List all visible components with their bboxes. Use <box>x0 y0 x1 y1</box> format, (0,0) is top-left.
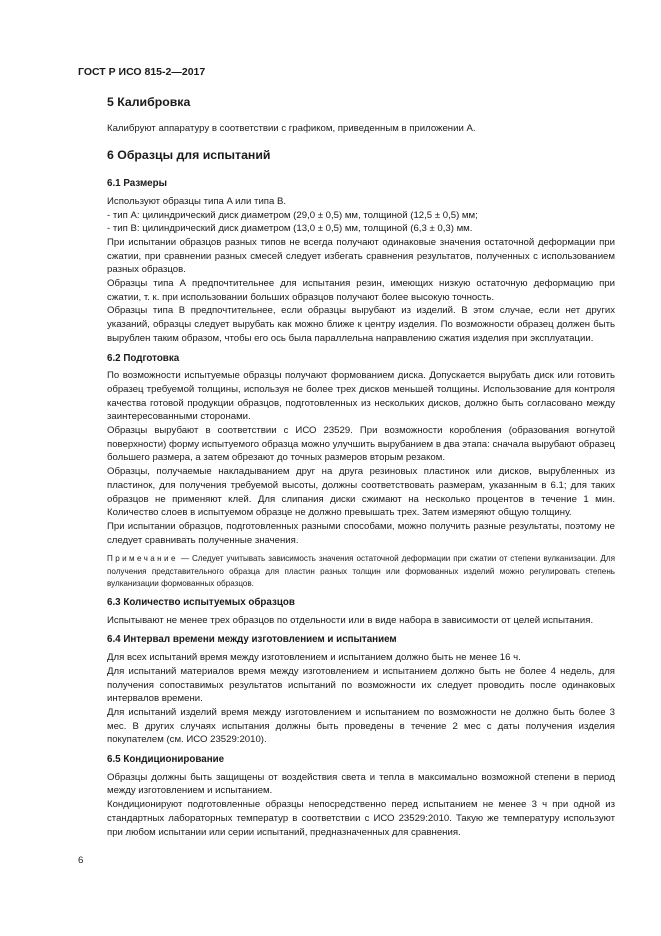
section-6-2-title: 6.2 Подготовка <box>107 352 180 364</box>
note-label: Примечание <box>107 554 178 564</box>
section-6-3-paragraph: Испытывают не менее трех образцов по отдельности или в виде набора в зависимости от целей испытания. <box>107 614 594 626</box>
list-item-type-b: - тип B: цилиндрический диск диаметром (13,0 ± 0,5) мм, толщиной (6,3 ± 0,3) мм. <box>107 223 473 235</box>
list-item-type-a: - тип А: цилиндрический диск диаметром (29,0 ± 0,5) мм, толщиной (12,5 ± 0,5) мм; <box>107 209 478 221</box>
page-content <box>107 94 615 839</box>
section-6-3-title: 6.3 Количество испытуемых образцов <box>107 597 295 608</box>
section-6-2-paragraph: Образцы вырубают в соответствии с ИСО 23529. При возможности коробления (образования вогнутой поверхности) форму испытуемого образца можно улучшить вырубанием в два этапа: сначала вырубают образец большего размера, а затем обрезают до точных размеров вторым резаком. <box>107 425 615 464</box>
section-6-4-paragraph: Для испытаний материалов время между изготовлением и испытанием должно быть не более 4 недель, для получения сопоставимых результатов испытаний по возможности их следует проводить после одинаковых интервалов времени. <box>107 665 615 705</box>
section-6-2-paragraph: Образцы, получаемые накладыванием друг на друга резиновых пластинок или дисков, вырубленных из пластинок, для получения требуемой высоты, должны соответствовать размерам, указанным в 6.1; для таких образцов не применяют клей. Для слипания диски сжимают на несколько процентов в течение 1 мин. Количество слоев в испытуемом образце не должно превышать трех. Затем измеряют общую толщину. <box>107 466 615 519</box>
section-6-1-paragraph: Образцы типа В предпочтительнее, если образцы вырубают из изделий. В этом случае, если нет других указаний, образцы следует вырубать как можно ближе к центру изделия. По возможности образец должен быть вырублен таким образом, чтобы его ось была параллельна направлению сжатия изделия при эксплуатации. <box>107 305 615 344</box>
note-text: — Следует учитывать зависимость значения остаточной деформации при сжатии от степени вулканизации. Для получения представительного образца для пластин разных толщин или формованных изделий можно регулировать степень вулканизации формованных образцов. <box>107 554 615 588</box>
section-5-title: 5 Калибровка <box>107 95 191 109</box>
section-6-4-paragraph: Для испытаний изделий время между изготовлением и испытанием по возможности не должно быть более 3 мес. В других случаях испытания должны быть проведены в течение 2 мес с даты получения изделия покупателем (см. ИСО 23529:2010). <box>107 706 615 746</box>
section-6-5-paragraph: Кондиционируют подготовленные образцы непосредственно перед испытанием не менее 3 ч при одной из стандартных лабораторных температур в соответствии с ИСО 23529:2010. Такую же температуру используют при любом испытании или серии испытаний, предназначенных для сравнения. <box>107 799 615 838</box>
note <box>107 553 615 590</box>
section-6-1-paragraph: При испытании образцов разных типов не всегда получают одинаковые значения остаточной деформации при сжатии, при сравнении разных смесей следует избегать сравнения результатов, полученных с использованием разных образцов. <box>107 236 615 276</box>
page-number: 6 <box>78 855 84 866</box>
standard-header: ГОСТ Р ИСО 815-2—2017 <box>78 66 206 78</box>
section-6-1-intro: Используют образцы типа A или типа B. <box>107 195 287 207</box>
section-6-4-title: 6.4 Интервал времени между изготовлением и испытанием <box>107 634 397 646</box>
section-6-5-title: 6.5 Кондиционирование <box>107 754 225 766</box>
section-6-1-title: 6.1 Размеры <box>107 178 167 190</box>
section-5-text: Калибруют аппаратуру в соответствии с графиком, приведенным в приложении А. <box>107 122 476 134</box>
section-6-title: 6 Образцы для испытаний <box>107 148 271 163</box>
section-6-1-paragraph: Образцы типа А предпочтительнее для испытания резин, имеющих низкую остаточную деформацию при сжатии, т. к. при использовании больших образцов получают более высокую точность. <box>107 278 615 303</box>
section-6-2-paragraph: По возможности испытуемые образцы получают формованием диска. Допускается вырубать диск или готовить образец требуемой толщины, используя не более трех дисков меньшей толщины. Использование для контроля качества готовой продукции образцов, подготовленных из нескольких дисков, должно быть согласовано между заинтересованными сторонами. <box>107 370 615 423</box>
section-6-2-paragraph: При испытании образцов, подготовленных разными способами, можно получить разные результаты, поэтому не следует сравнивать полученные значения. <box>107 520 615 546</box>
section-6-4-paragraph: Для всех испытаний время между изготовлением и испытанием должно быть не менее 16 ч. <box>107 652 521 664</box>
section-6-5-paragraph: Образцы должны быть защищены от воздействия света и тепла в максимально возможной степени в период между изготовлением и испытанием. <box>107 771 615 797</box>
